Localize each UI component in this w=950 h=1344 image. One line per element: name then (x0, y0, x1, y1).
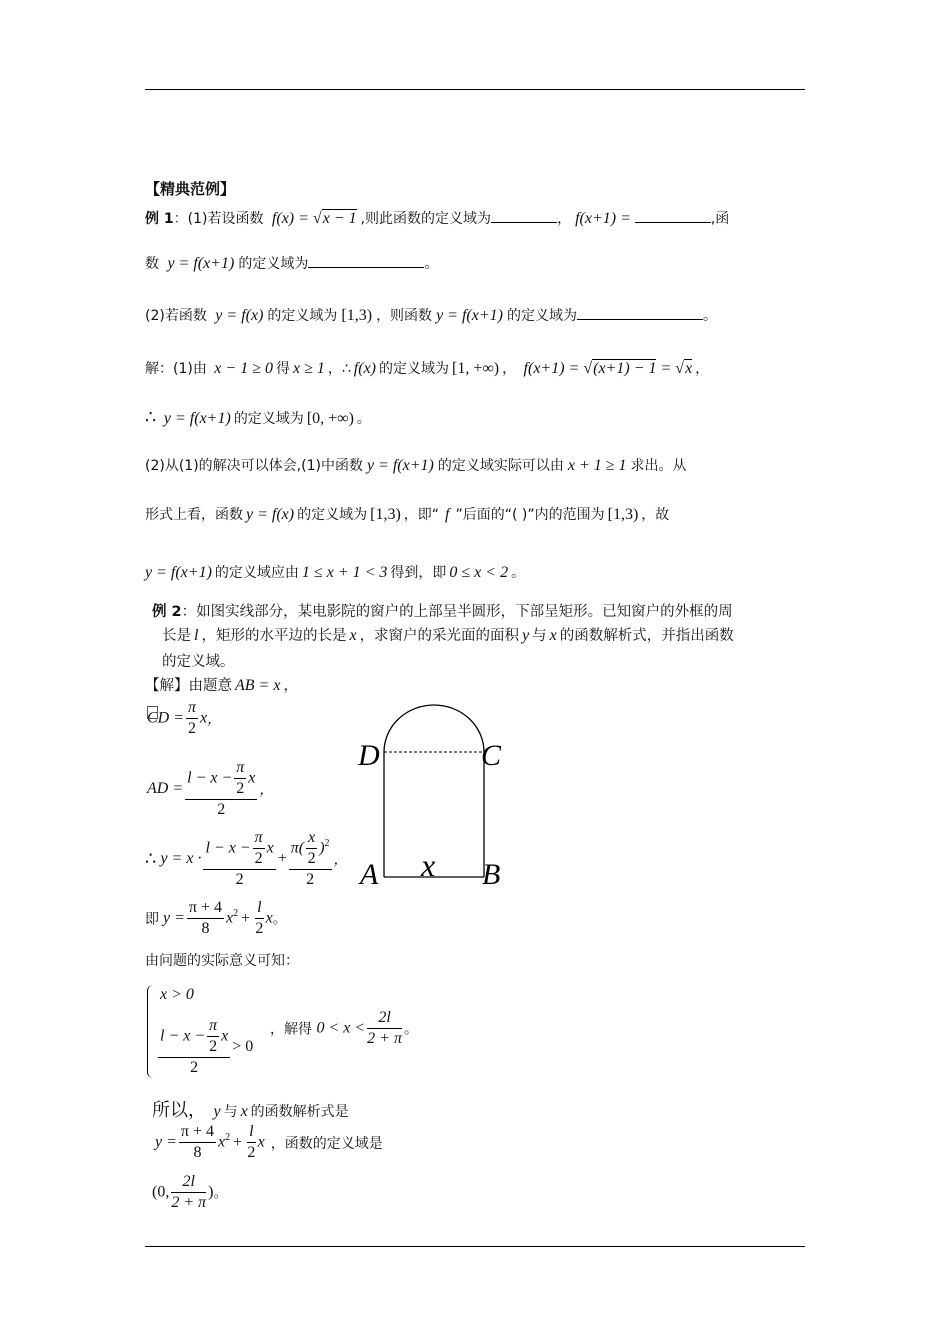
sol1-line5 (145, 562, 525, 582)
frac-num: 2l (171, 1172, 206, 1193)
sol1-text: 。 (356, 411, 371, 427)
sol1-line1 (145, 358, 709, 378)
sol2-meaning: 由问题的实际意义可知： (145, 953, 299, 969)
sol1-math: [1, +∞) (452, 360, 500, 377)
sol1-math: [0, +∞) (306, 410, 354, 427)
frac-num: π (253, 828, 265, 849)
ex1-math: f(x+1) = (575, 210, 631, 227)
frac-ad (158, 1016, 230, 1078)
sol2-text: 与 (223, 1104, 238, 1120)
frac-den: 2 (188, 720, 197, 737)
frac-pi-over-2 (253, 828, 265, 869)
sol1-text: 的定义域实际可以由 (437, 458, 564, 474)
frac-den: 8 (201, 920, 210, 937)
sol2-math: l − x − (160, 1027, 206, 1045)
frac-den: 2 (217, 801, 226, 818)
sol1-math: x (685, 360, 693, 377)
sol2-math: x (257, 1133, 265, 1151)
conclusion-line3 (152, 1172, 227, 1213)
frac-pi4-over-8 (179, 1122, 216, 1163)
ex2-var: x (349, 627, 357, 644)
sol2-y (145, 828, 348, 890)
ex1-text: ,函 (710, 211, 730, 227)
label-C: C (481, 739, 502, 772)
sol2-math: l − x − (187, 769, 233, 787)
frac-num (203, 828, 275, 870)
bottom-rule (145, 1246, 805, 1247)
sol2-math: + (277, 850, 287, 867)
ex2-label: 例 2 (152, 604, 182, 620)
ex2-line2 (162, 624, 734, 645)
ex1-text: ， (557, 211, 572, 227)
ex1-text: 的定义域为 (238, 256, 309, 272)
ex1-blank-1[interactable] (491, 208, 557, 223)
frac-pi4-over-8 (187, 898, 224, 939)
exponent: 2 (233, 907, 239, 919)
sol2-math: + (233, 1133, 243, 1151)
ex2-text: ，矩形的水平边的长是 (201, 628, 347, 644)
sol1-math: y = f(x) (246, 506, 295, 523)
frac-den: 2 + π (171, 1194, 207, 1211)
frac-num (158, 1016, 230, 1058)
cond1: x > 0 (160, 986, 194, 1003)
frac-num: π + 4 (179, 1122, 216, 1143)
sol1-math: f(x) (353, 360, 376, 377)
ex1-blank-4[interactable] (577, 305, 703, 320)
sol1-text: ，故 (641, 507, 670, 523)
sol1-text: 得到，即 (390, 565, 447, 581)
sol2-math: > 0 (232, 1038, 254, 1055)
label-A: A (360, 858, 379, 891)
stray-box-glyph (147, 706, 158, 719)
ex2-text: ，求窗户的采光面的面积 (359, 628, 520, 644)
frac-den: 2 (254, 850, 263, 867)
ex1-text: 。 (424, 256, 439, 272)
sol1-sqrt-expr (524, 360, 693, 377)
sol1-text: 的定义域为 (379, 361, 449, 377)
sol1-math: y = f(x+1) (366, 457, 434, 474)
sol2-math: x (265, 909, 273, 927)
sol1-math: 0 ≤ x < 2 (449, 564, 509, 581)
therefore-symbol: ∴ (145, 407, 157, 428)
sol2-text: ，函数的定义域是 (270, 1135, 383, 1152)
sol1-text: 得 (275, 361, 290, 377)
sol2-text: ， (283, 678, 298, 694)
sol2-math: x (200, 709, 208, 727)
sol2-text: ， (259, 782, 274, 798)
frac-den: 2 (247, 1144, 256, 1161)
ex1-label: 例 1 (145, 211, 174, 227)
sol1-text: 的定义域应由 (214, 565, 299, 581)
sol1-math: [1,3) (370, 506, 401, 523)
frac-den: 2 (307, 850, 316, 867)
ex1-line2 (145, 253, 438, 273)
sol1-text: ，∴ (327, 361, 351, 377)
sol1-math: x − 1 ≥ 0 (214, 360, 273, 377)
sol1-math: 1 ≤ x + 1 < 3 (301, 564, 388, 581)
ex1-q2 (145, 305, 717, 325)
sol1-text: ， (502, 361, 517, 377)
label-x: x (421, 847, 436, 883)
sol1-math: = √ (660, 360, 685, 377)
section-title: 【精典范例】 (145, 180, 236, 198)
frac-x-over-2 (306, 828, 317, 869)
frac-den: 2 (235, 871, 244, 888)
sol2-math: y = (155, 1133, 177, 1151)
ex1-math-fx: f(x) = √x − 1 (271, 210, 357, 227)
sol2-math: AD = (147, 780, 184, 797)
ex2-text: 与 (532, 628, 547, 644)
sol2-range (270, 1008, 418, 1049)
sol1-text: 的定义域为 (297, 507, 368, 523)
sol2-text: 即 (145, 911, 159, 928)
ex2-line1 (152, 600, 733, 621)
sol2-math: ) (319, 839, 325, 857)
ex1-text: 数 (145, 256, 159, 272)
ex2-text: 长是 (162, 628, 191, 644)
sol2-math: + (241, 909, 251, 927)
sol1-text: ，即“ (403, 507, 440, 523)
sol1-text: 求出。从 (630, 458, 687, 474)
frac-l-over-2 (247, 1122, 255, 1163)
frac-num: π + 4 (187, 898, 224, 919)
ex2-text: 的定义域。 (162, 654, 235, 670)
sol1-line2 (145, 407, 371, 428)
sol1-text: 的定义域为 (233, 411, 304, 427)
sol1-math: [1,3) (607, 506, 639, 523)
sol2-text: ，解得 (270, 1021, 312, 1038)
sol2-math: x (240, 1103, 248, 1120)
sol1-text: 。 (511, 565, 526, 581)
exponent: 2 (324, 837, 330, 849)
ex1-math: y = f(x+1) (436, 307, 503, 324)
sol2-math: x (266, 839, 274, 857)
sol1-text: 解：(1)由 (145, 361, 207, 377)
ex2-var: x (549, 627, 557, 644)
frac-den: 2 (306, 871, 315, 888)
sol2-text: 【解】由题意 (145, 678, 232, 694)
ex1-blank-3[interactable] (308, 253, 424, 268)
sol2-math: π( (290, 839, 305, 857)
sol1-math: f(x+1) = √ (523, 360, 593, 377)
sol2-math: (0, (152, 1183, 170, 1201)
frac-num: π (186, 698, 198, 719)
cond2 (156, 1016, 253, 1078)
ex1-math: [1,3) (341, 307, 373, 324)
frac-pi-over-2 (234, 758, 246, 799)
frac-2l-over-2pi (171, 1172, 206, 1213)
sol2-math: CD = (147, 709, 185, 727)
sol2-text: ， (207, 711, 222, 728)
frac-l-over-2 (255, 898, 263, 939)
sol2-text: 。 (272, 911, 287, 928)
brace (147, 985, 156, 1078)
sol1-text: ， (695, 361, 710, 377)
ex2-var: l (194, 627, 199, 644)
sol2-result (145, 898, 287, 939)
top-rule (145, 89, 805, 90)
ex1-text: ，则函数 (376, 308, 433, 324)
frac-num (289, 828, 332, 870)
ex2-text: ：如图实线部分，某电影院的窗户的上部呈半圆形，下部呈矩形。已知窗户的外框的周 (181, 604, 733, 620)
sol2-ad (147, 758, 273, 820)
semicircle-arc (384, 705, 484, 752)
ex1-text: 的定义域为 (267, 308, 338, 324)
frac-ad (185, 758, 257, 820)
frac-num: x (306, 828, 317, 849)
sol2-text: 。 (213, 1185, 228, 1202)
frac-num: 2l (367, 1008, 402, 1029)
frac-den: 8 (193, 1144, 202, 1161)
sol2-math: x (248, 769, 256, 787)
frac-pi-over-2 (186, 698, 198, 739)
frac-pi-over-2 (207, 1016, 219, 1057)
ex1-text: (1)若设函数 (187, 211, 264, 227)
label-D: D (358, 739, 380, 772)
sol2-text: 的函数解析式是 (250, 1104, 349, 1120)
sol2-text: 。 (403, 1021, 418, 1038)
sol2-math: y = (163, 909, 185, 927)
sol1-line3 (145, 455, 687, 475)
frac-den: 2 (209, 1038, 218, 1055)
sol2-math: AB = x (235, 677, 281, 694)
frac-num: l (247, 1122, 255, 1143)
sol1-math: y = f(x+1) (163, 410, 231, 427)
window-figure (350, 700, 520, 900)
sol1-math: (x+1) − 1 (593, 360, 657, 377)
sol2-math: 0 < x < (316, 1019, 366, 1037)
ex1-text: 的定义域为 (506, 308, 577, 324)
frac-den: 2 (190, 1059, 199, 1076)
frac-num (185, 758, 257, 800)
sol2-math: y = x · (160, 850, 202, 867)
ex1-line1 (145, 208, 729, 228)
frac-den: 2 + π (367, 1030, 402, 1047)
frac-num: π (207, 1016, 219, 1037)
sol1-math: f (445, 506, 450, 523)
frac-num: l (255, 898, 263, 919)
ex2-text: 的函数解析式，并指出函数 (559, 628, 734, 644)
sol2-text: ， (333, 852, 348, 868)
sol2-math: x (218, 1133, 226, 1151)
sol2-head (145, 674, 297, 695)
sol2-text: 所以， (152, 1100, 206, 1121)
ex2-line3 (162, 650, 235, 671)
sol1-text: ”后面的“( )”内的范围为 (455, 507, 605, 523)
frac-num: π (234, 758, 246, 779)
sol1-math: x + 1 ≥ 1 (567, 457, 627, 474)
frac-ad (203, 828, 275, 890)
frac-den: 2 (255, 920, 264, 937)
sol2-math: ) (208, 1183, 214, 1201)
exponent: 2 (225, 1131, 231, 1143)
sol1-math: x ≥ 1 (292, 360, 325, 377)
ex1-text: (2)若函数 (145, 308, 207, 324)
ex1-math: y = f(x) (215, 307, 264, 324)
frac-den: 2 (236, 780, 245, 797)
sol2-math: y (213, 1103, 221, 1120)
conclusion-line2 (155, 1122, 383, 1163)
conclusion-line1 (152, 1096, 349, 1122)
ex1-colon: ： (173, 211, 188, 227)
ex1-text: 。 (702, 308, 717, 324)
ex1-math: y = f(x+1) (167, 255, 235, 272)
label-B: B (482, 858, 501, 891)
ex1-blank-2[interactable] (635, 208, 711, 223)
sol1-text: 形式上看，函数 (145, 507, 243, 523)
sol2-math: x (221, 1027, 229, 1045)
sol1-line4 (145, 504, 669, 524)
frac-semicircle (289, 828, 332, 890)
sol2-cd (147, 698, 221, 739)
sol2-math: x (226, 909, 234, 927)
sol2-math: l − x − (205, 839, 251, 857)
ex1-text: ,则此函数的定义域为 (360, 211, 492, 227)
frac-2l-over-2pi (367, 1008, 402, 1049)
sol1-text: (2)从(1)的解决可以体会,(1)中函数 (145, 458, 363, 474)
sol1-math: y = f(x+1) (145, 564, 212, 581)
therefore-symbol: ∴ (145, 848, 157, 870)
ex2-var: y (522, 627, 530, 644)
